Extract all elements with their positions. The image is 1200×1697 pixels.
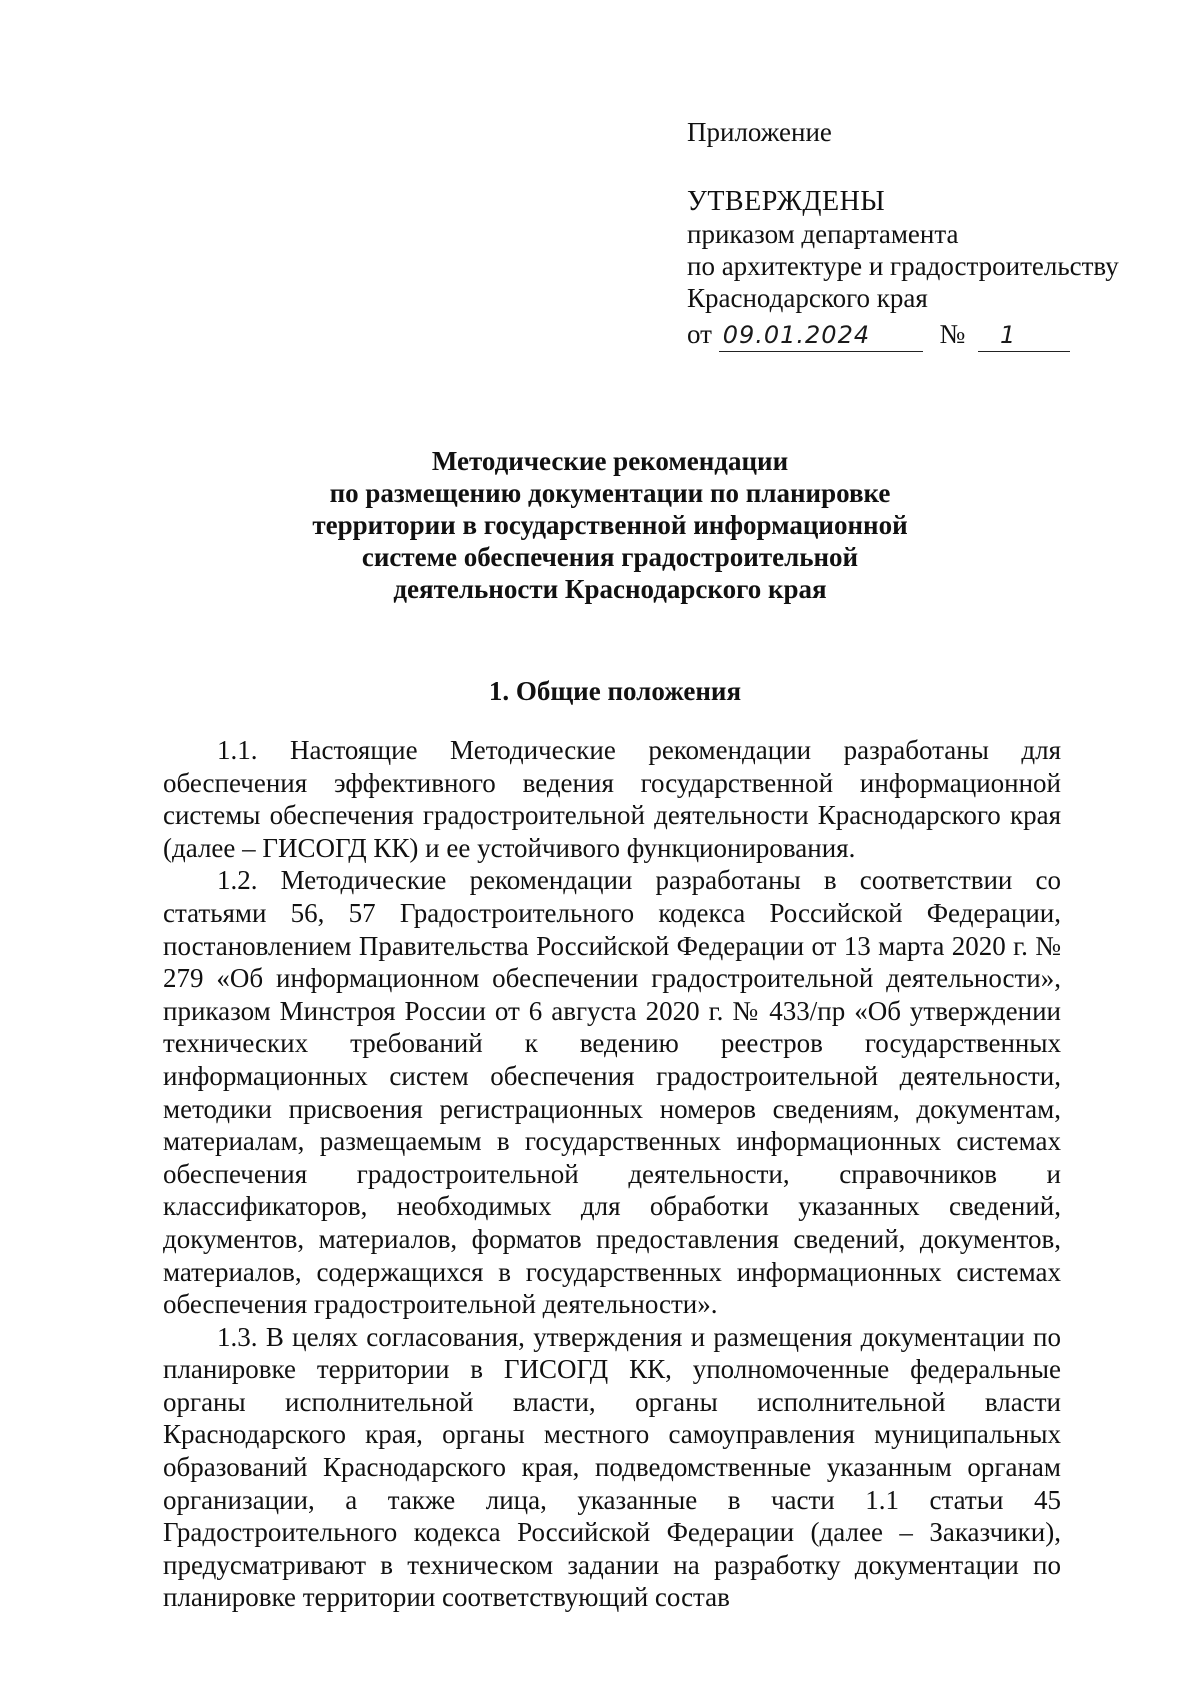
date-prefix: от xyxy=(687,319,712,349)
section-heading: 1. Общие положения xyxy=(488,676,742,706)
number-sign: № xyxy=(939,319,966,349)
approval-line-order: приказом департамента xyxy=(687,219,959,249)
title-line: системе обеспечения градостроительной xyxy=(361,542,859,572)
order-reference xyxy=(687,318,1167,352)
approval-block xyxy=(687,116,1167,352)
section-body xyxy=(163,734,1061,1614)
paragraph-1-1: 1.1. Настоящие Методические рекомендации разработаны для обеспечения эффективного ведения государственной информационной системы обеспечения градостроительной деятельности Краснодарского края (далее – ГИСОГД КК) и ее устойчивого функционирования. xyxy=(163,735,1061,863)
paragraph-1-3: 1.3. В целях согласования, утверждения и размещения документации по планировке территории в ГИСОГД КК, уполномоченные федеральные органы исполнительной власти, органы исполнительной власти Краснодарского края, органы местного самоуправления муниципальных образований Краснодарского края, подведомственные указанным органам организации, а также лица, указанные в части 1.1 статьи 45 Градостроительного кодекса Российской Федерации (далее – Заказчики), предусматривают в техническом задании на разработку документации по планировке территории соответствующий состав xyxy=(163,1321,1061,1613)
handwritten-date: 09.01.2024 xyxy=(719,319,923,352)
document-title xyxy=(160,445,1060,605)
handwritten-number: 1 xyxy=(978,319,1070,352)
approved-label: УТВЕРЖДЕНЫ xyxy=(687,186,886,217)
title-line: территории в государственной информационной xyxy=(312,510,908,540)
approval-line-department: по архитектуре и градостроительству xyxy=(687,251,1119,281)
paragraph-1-2: 1.2. Методические рекомендации разработаны в соответствии со статьями 56, 57 Градостроительного кодекса Российской Федерации, постановлением Правительства Российской Федерации от 13 марта 2020 г. № 279 «Об информационном обеспечении градостроительной деятельности», приказом Минстроя России от 6 августа 2020 г. № 433/пр «Об утверждении технических требований к ведению реестров государственных информационных систем обеспечения градостроительной деятельности, методики присвоения регистрационных номеров сведениям, документам, материалам, размещаемым в государственных информационных системах обеспечения градостроительной деятельности, справочников и классификаторов, необходимых для обработки указанных сведений, документов, материалов, форматов предоставления сведений, документов, материалов, содержащихся в государственных информационных системах обеспечения градостроительной деятельности». xyxy=(163,865,1061,1320)
title-line: деятельности Краснодарского края xyxy=(393,574,827,604)
title-line: по размещению документации по планировке xyxy=(329,478,891,508)
approval-line-region: Краснодарского края xyxy=(687,283,928,313)
appendix-label: Приложение xyxy=(687,117,832,147)
title-line: Методические рекомендации xyxy=(431,446,789,476)
